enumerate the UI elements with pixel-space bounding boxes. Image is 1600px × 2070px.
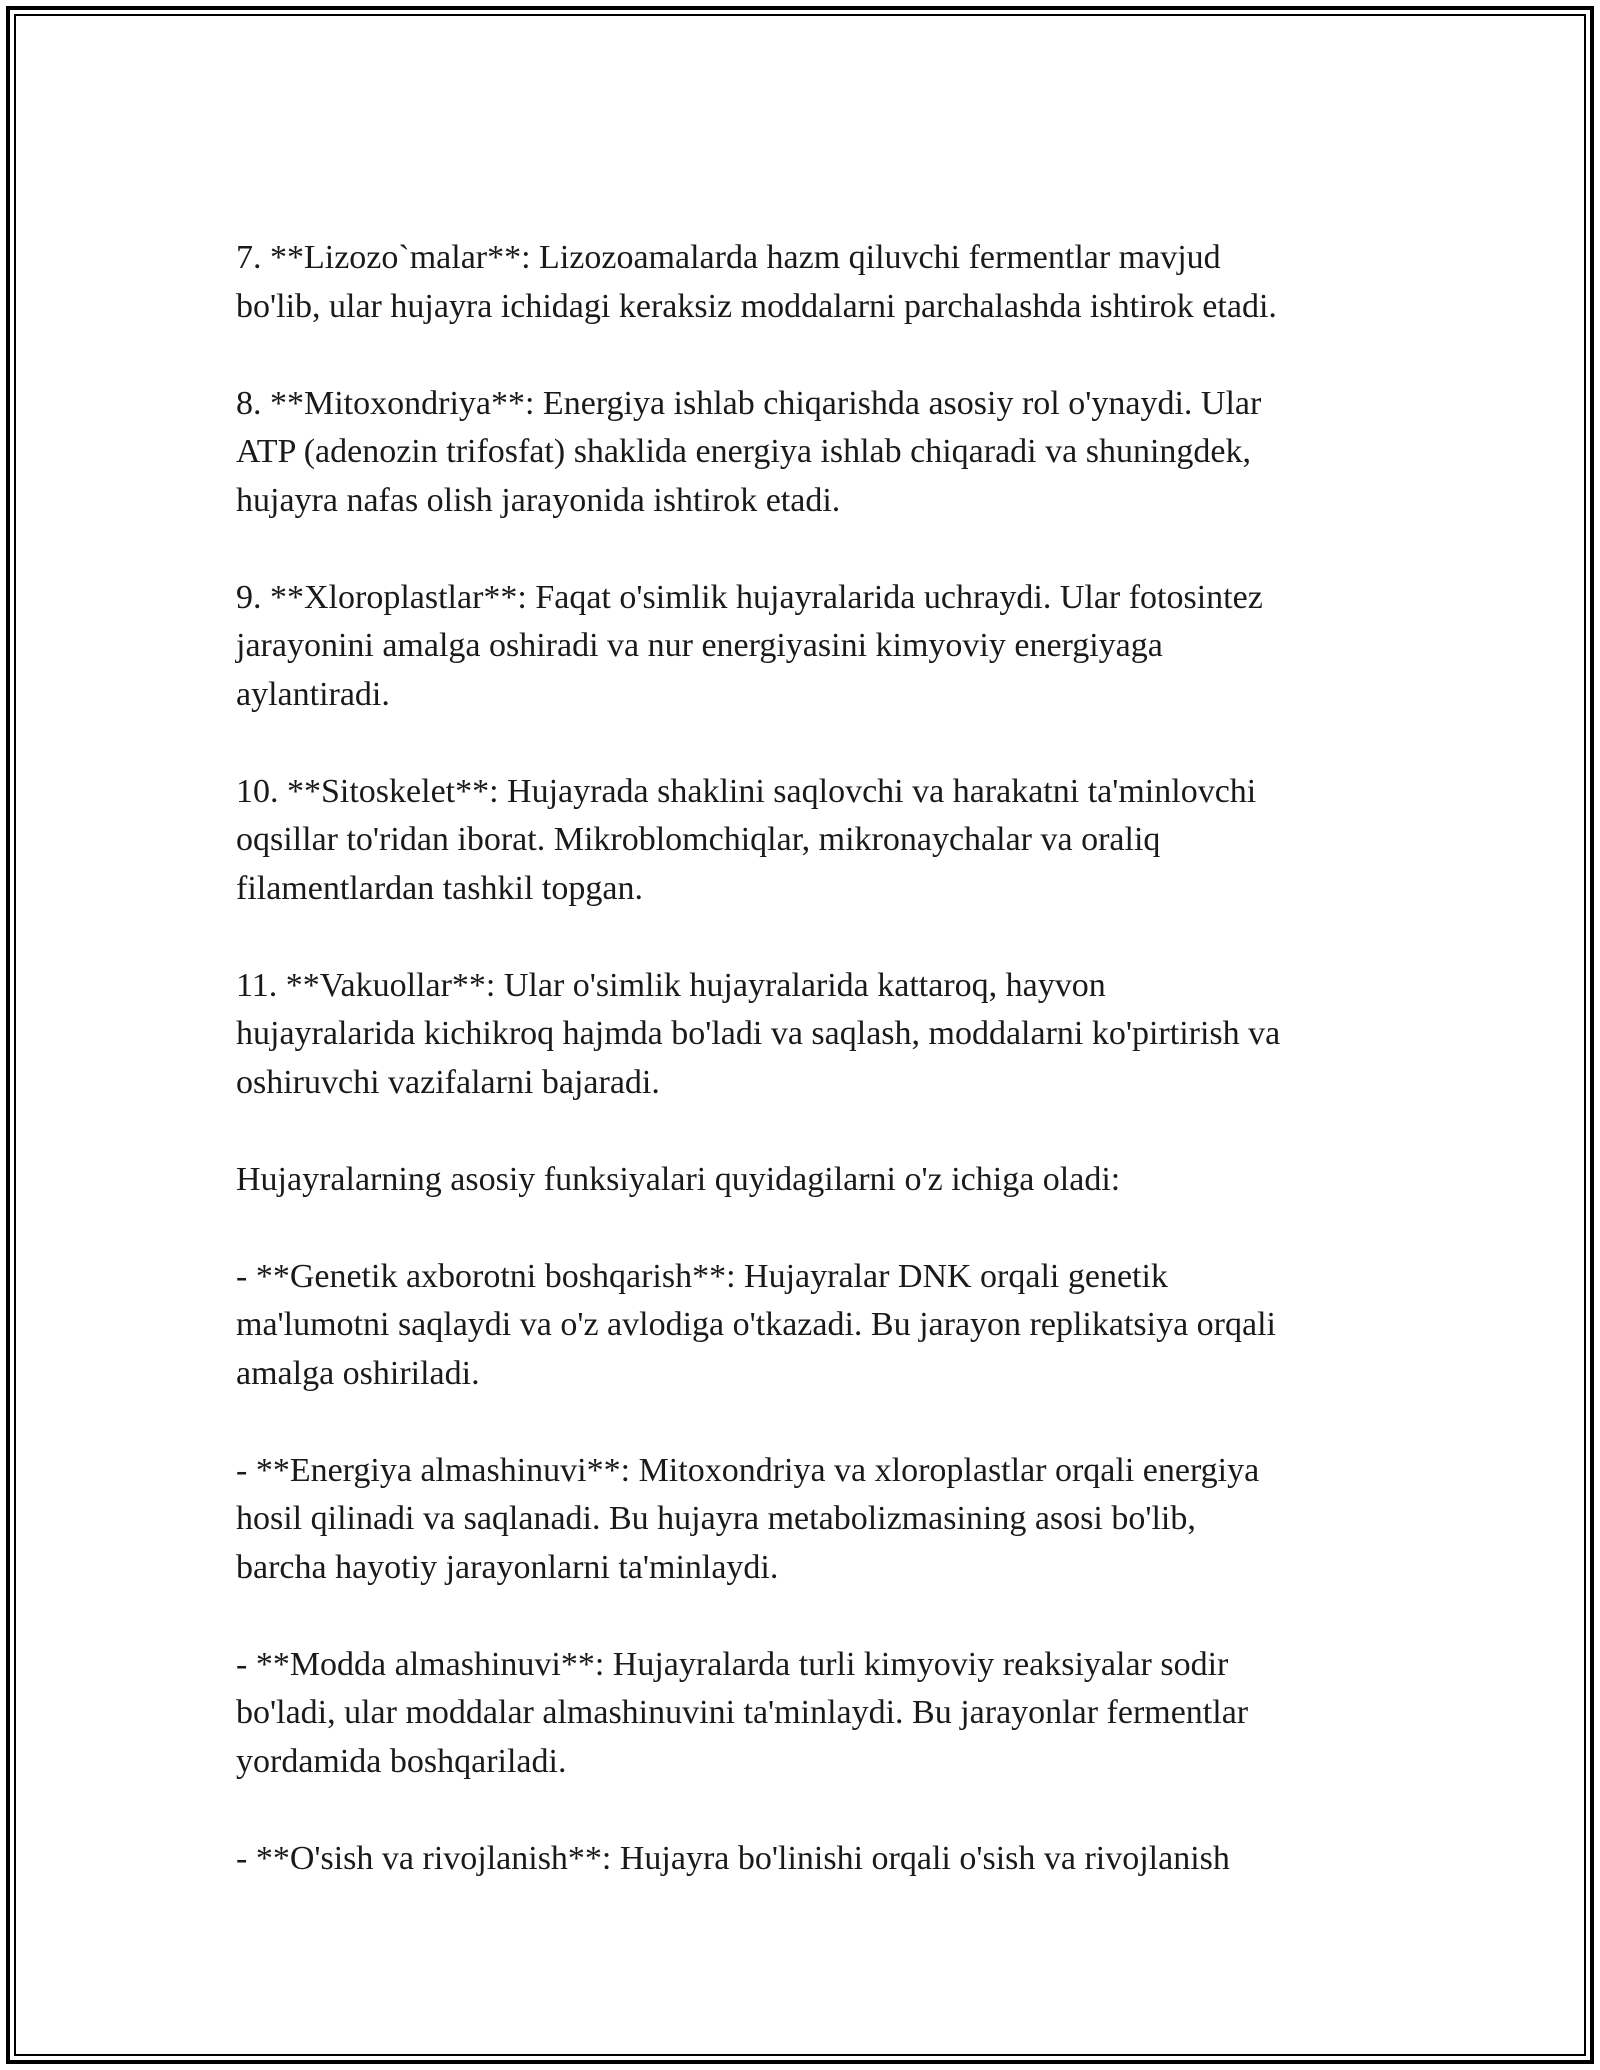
text-line: oshiruvchi vazifalarni bajaradi. [236,1063,660,1101]
paragraph [236,1641,1376,1787]
paragraph [236,234,1376,331]
text-line: 10. **Sitoskelet**: Hujayrada shaklini saqlovchi va harakatni ta'minlovchi [236,772,1257,810]
text-line: Hujayralarning asosiy funksiyalari quyidagilarni o'z ichiga oladi: [236,1160,1121,1198]
paragraph [236,574,1376,720]
paragraph [236,1156,1376,1205]
text-line: - **Energiya almashinuvi**: Mitoxondriya va xloroplastlar orqali energiya [236,1451,1260,1489]
text-line: 7. **Lizozo`malar**: Lizozoamalarda hazm qiluvchi fermentlar mavjud [236,239,1221,276]
text-line: aylantiradi. [236,675,390,713]
text-line: - **Genetik axborotni boshqarish**: Hujayralar DNK orqali genetik [236,1257,1168,1295]
document-body [236,234,1376,1932]
paragraph [236,1447,1376,1593]
text-line: bo'lib, ular hujayra ichidagi keraksiz moddalarni parchalashda ishtirok etadi. [236,287,1277,325]
text-line: ma'lumotni saqlaydi va o'z avlodiga o'tkazadi. Bu jarayon replikatsiya orqali [236,1306,1276,1343]
text-line: - **Modda almashinuvi**: Hujayralarda turli kimyoviy reaksiyalar sodir [236,1645,1229,1683]
text-line: yordamida boshqariladi. [236,1742,567,1780]
paragraph [236,380,1376,526]
paragraph [236,768,1376,914]
text-line: ATP (adenozin trifosfat) shaklida energiya ishlab chiqaradi va shuningdek, [236,433,1251,470]
paragraph [236,1835,1376,1884]
text-line: bo'ladi, ular moddalar almashinuvini ta'minlaydi. Bu jarayonlar fermentlar [236,1694,1249,1731]
text-line: hosil qilinadi va saqlanadi. Bu hujayra metabolizmasining asosi bo'lib, [236,1500,1196,1537]
text-line: jarayonini amalga oshiradi va nur energiyasini kimyoviy energiyaga [236,627,1163,664]
text-line: barcha hayotiy jarayonlarni ta'minlaydi. [236,1548,779,1586]
text-line: amalga oshiriladi. [236,1354,480,1392]
text-line: hujayralarida kichikroq hajmda bo'ladi va saqlash, moddalarni ko'pirtirish va [236,1015,1281,1052]
text-line: - **O'sish va rivojlanish**: Hujayra bo'linishi orqali o'sish va rivojlanish [236,1839,1230,1877]
text-line: 11. **Vakuollar**: Ular o'simlik hujayralarida kattaroq, hayvon [236,966,1106,1004]
text-line: oqsillar to'ridan iborat. Mikroblomchiqlar, mikronaychalar va oraliq [236,821,1161,858]
text-line: hujayra nafas olish jarayonida ishtirok etadi. [236,481,841,519]
text-line: 9. **Xloroplastlar**: Faqat o'simlik hujayralarida uchraydi. Ular fotosintez [236,578,1263,616]
text-line: filamentlardan tashkil topgan. [236,869,643,907]
text-line: 8. **Mitoxondriya**: Energiya ishlab chiqarishda asosiy rol o'ynaydi. Ular [236,384,1262,422]
paragraph [236,962,1376,1108]
paragraph [236,1253,1376,1399]
